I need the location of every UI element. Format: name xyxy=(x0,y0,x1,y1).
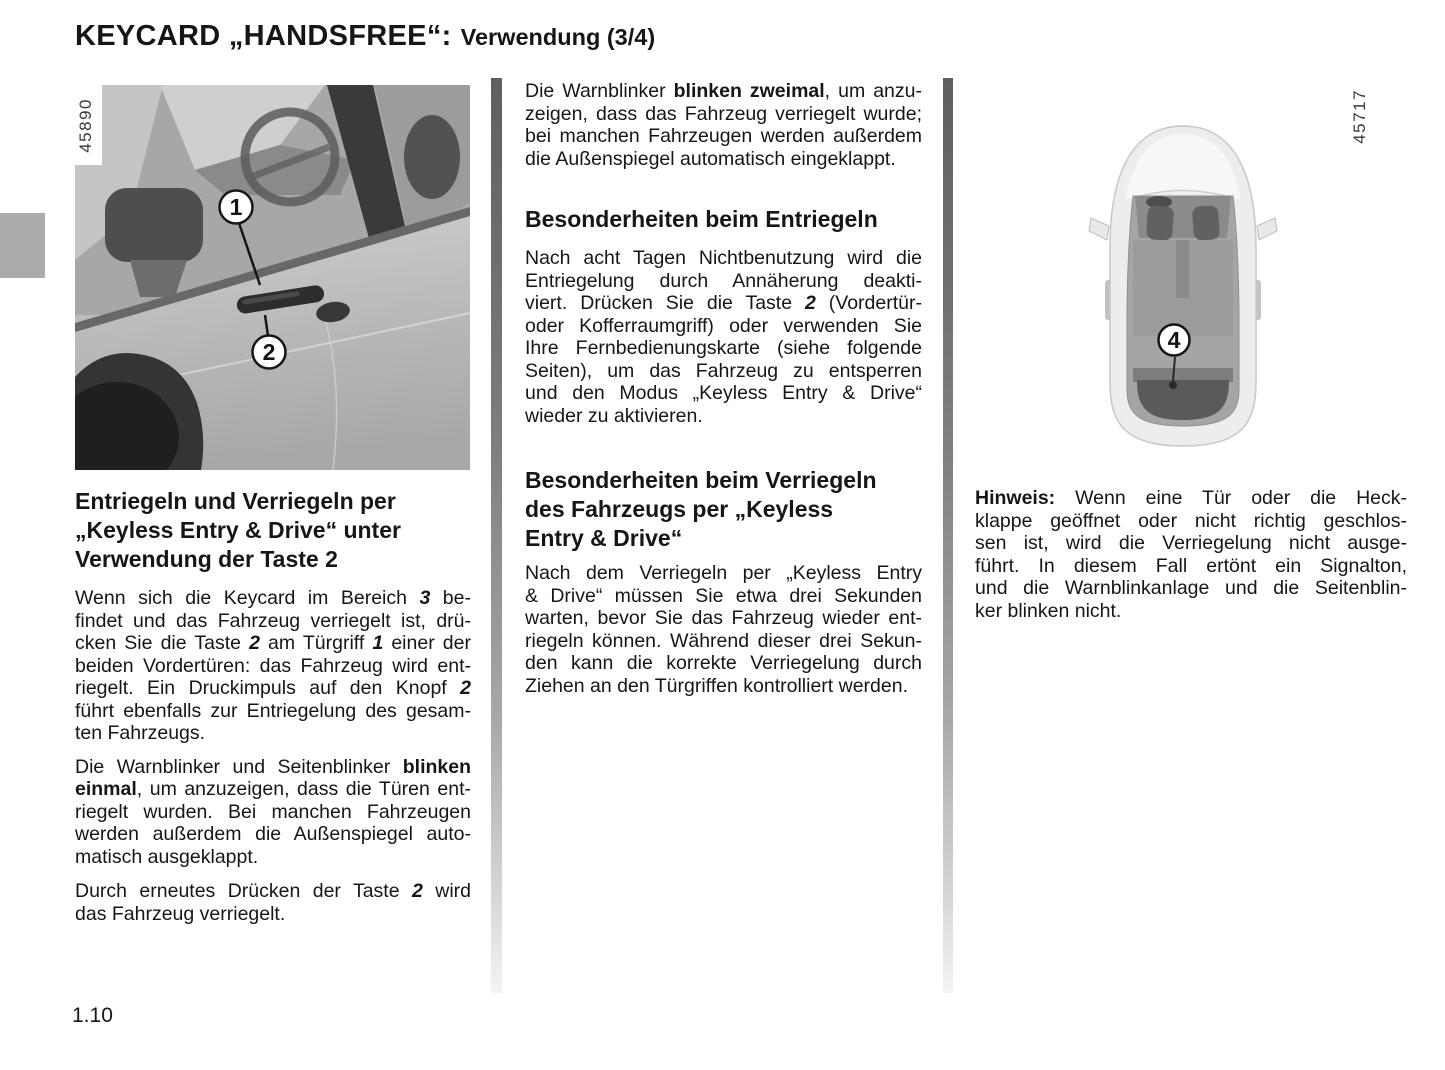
text-line: ker blinken nicht. xyxy=(975,599,1122,622)
car-top-view-illustration xyxy=(1005,80,1405,460)
text-line: führt ebenfalls zur Entriegelung des gesam- xyxy=(75,699,471,722)
text-line: riegeln können. Während dieser drei Sekun- xyxy=(525,629,922,652)
figure-ref-door xyxy=(70,85,102,165)
text-line: warten, bevor Sie das Fahrzeug wieder ent- xyxy=(525,607,922,629)
text-line: und den Modus „Keyless Entry & Drive“ xyxy=(525,382,922,404)
column-divider xyxy=(943,78,953,993)
text-line: Besonderheiten beim Verriegeln xyxy=(525,467,877,493)
middle-column xyxy=(525,80,922,697)
paragraph xyxy=(525,562,922,697)
page-title-main: KEYCARD „HANDSFREE“: xyxy=(75,20,452,52)
car-door-illustration xyxy=(75,85,470,470)
text-line: Verwendung der Taste 2 xyxy=(75,546,338,572)
text-line: matisch ausgeklappt. xyxy=(75,845,259,868)
text-line: Seiten), um das Fahrzeug zu entsperren xyxy=(525,359,922,382)
left-column xyxy=(75,487,471,925)
paragraph xyxy=(75,587,471,745)
callout-1-label: 1 xyxy=(229,194,243,220)
page-title-sub: Verwendung (3/4) xyxy=(460,24,656,50)
figure-ref-number: 45890 xyxy=(76,97,95,153)
page-number: 1.10 xyxy=(72,1004,113,1027)
paragraph xyxy=(525,247,922,427)
paragraph xyxy=(525,80,922,170)
text-line: einmal, um anzuzeigen, dass die Türen ent- xyxy=(75,778,471,800)
text-line: Durch erneutes Drücken der Taste 2 wird xyxy=(75,880,471,902)
section-heading-unlock-lock xyxy=(75,487,471,574)
right-column xyxy=(975,487,1407,622)
text-line: führt. In diesem Fall ertönt ein Signalton, xyxy=(975,554,1407,577)
column-divider xyxy=(491,78,502,993)
text-line: Wenn sich die Keycard im Bereich 3 be- xyxy=(75,587,471,609)
text-line: & Drive“ müssen Sie etwa drei Sekunden xyxy=(525,584,922,607)
section-heading-lock-specifics xyxy=(525,466,922,553)
text-line: riegelt. Ein Druckimpuls auf den Knopf 2 xyxy=(75,677,471,699)
text-line: das Fahrzeug verriegelt. xyxy=(75,902,286,925)
text-line: wieder zu aktivieren. xyxy=(525,404,703,427)
text-line: viert. Drücken Sie die Taste 2 (Vordertür- xyxy=(525,292,922,314)
text-line: beiden Vordertüren: das Fahrzeug wird ent- xyxy=(75,654,471,677)
callout-1 xyxy=(220,191,253,224)
text-line: den kann die korrekte Verriegelung durch xyxy=(525,652,922,674)
callout-4 xyxy=(1159,325,1190,356)
text-line: Besonderheiten beim Entriegeln xyxy=(525,206,878,232)
section-heading-unlock-specifics xyxy=(525,205,922,234)
text-line: Ziehen an den Türgriffen kontrolliert werden. xyxy=(525,674,909,697)
text-line: bei manchen Fahrzeugen werden außerdem xyxy=(525,125,922,147)
text-line: Entriegelung durch Annäherung deakti- xyxy=(525,269,922,292)
paragraph xyxy=(75,880,471,925)
callout-4-label: 4 xyxy=(1167,327,1181,353)
text-line: Die Warnblinker blinken zweimal, um anzu- xyxy=(525,80,922,102)
text-line: Hinweis: Wenn eine Tür oder die Heck- xyxy=(975,487,1407,509)
text-line: „Keyless Entry & Drive“ unter xyxy=(75,517,401,543)
text-line: sen ist, wird die Verriegelung nicht ausge- xyxy=(975,532,1407,554)
text-line: klappe geöffnet oder nicht richtig geschlos- xyxy=(975,509,1407,532)
text-line: die Außenspiegel automatisch eingeklappt. xyxy=(525,147,896,170)
chapter-edge-tab xyxy=(0,213,45,278)
text-line: Entry & Drive“ xyxy=(525,525,683,551)
text-line: Nach acht Tagen Nichtbenutzung wird die xyxy=(525,247,922,269)
text-line: Entriegeln und Verriegeln per xyxy=(75,488,396,514)
callout-2-label: 2 xyxy=(262,339,276,365)
figure-car-door-handle xyxy=(75,85,470,470)
text-line: Nach dem Verriegeln per „Keyless Entry xyxy=(525,562,922,584)
text-line: werden außerdem die Außenspiegel auto- xyxy=(75,823,471,845)
text-line: riegelt wurden. Bei manchen Fahrzeugen xyxy=(75,800,471,823)
text-line: cken Sie die Taste 2 am Türgriff 1 einer der xyxy=(75,632,471,654)
callout-2 xyxy=(253,336,286,369)
note-paragraph xyxy=(975,487,1407,622)
figure-ref-number: 45717 xyxy=(1350,88,1369,144)
page-title xyxy=(75,20,655,53)
text-line: findet und das Fahrzeug verriegelt ist, drü- xyxy=(75,609,471,632)
text-line: ten Fahrzeugs. xyxy=(75,722,206,744)
figure-car-top-view xyxy=(1005,80,1405,460)
text-line: des Fahrzeugs per „Keyless xyxy=(525,496,834,522)
text-line: oder Kofferraumgriff) oder verwenden Sie xyxy=(525,314,922,337)
paragraph xyxy=(75,756,471,869)
text-line: zeigen, dass das Fahrzeug verriegelt wurde; xyxy=(525,102,922,125)
text-line: Ihre Fernbedienungskarte (siehe folgende xyxy=(525,337,922,359)
figure-ref-topview xyxy=(1346,84,1374,148)
text-line: und die Warnblinkanlage und die Seitenblin- xyxy=(975,577,1407,599)
text-line: Die Warnblinker und Seitenblinker blinken xyxy=(75,755,471,778)
